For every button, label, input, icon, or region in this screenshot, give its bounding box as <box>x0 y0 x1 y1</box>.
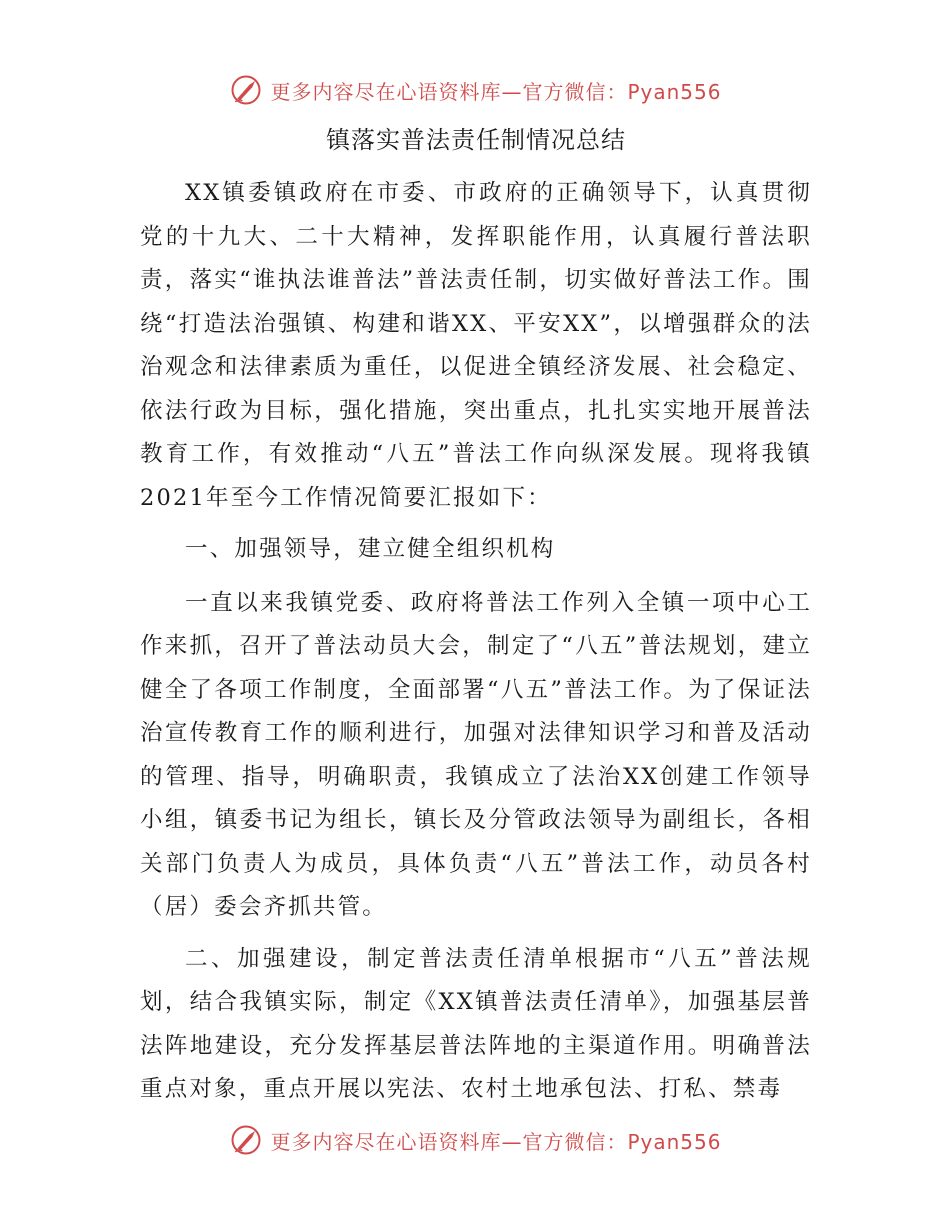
document-title: 镇落实普法责任制情况总结 <box>326 126 626 154</box>
paragraph-section-1: 一直以来我镇党委、政府将普法工作列入全镇一项中心工作来抓，召开了普法动员大会，制定了“八五”普法规划，建立健全了各项工作制度，全面部署“八五”普法工作。为了保证法治宣传教育工作的顺利进行，加强对法律知识学习和普及活动的管理、指导，明确职责，我镇成立了法治XX创建工作领导小组，镇委书记为组长，镇长及分管政法领导为副组长，各相关部门负责人为成员，具体负责“八五”普法工作，动员各村（居）委会齐抓共管。 <box>140 589 812 920</box>
quill-pen-logo-icon <box>228 72 264 108</box>
paragraph-intro: XX镇委镇政府在市委、市政府的正确领导下，认真贯彻党的十九大、二十大精神，发挥职能作用，认真履行普法职责，落实“谁执法谁普法”普法责任制，切实做好普法工作。围绕“打造法治强镇、构建和谐XX、平安XX”，以增强群众的法治观念和法律素质为重任，以促进全镇经济发展、社会稳定、依法行政为目标，强化措施，突出重点，扎扎实实地开展普法教育工作，有效推动“八五”普法工作向纵深发展。现将我镇2021年至今工作情况简要汇报如下： <box>140 180 812 511</box>
section-heading-1: 一、加强领导，建立健全组织机构 <box>185 536 556 562</box>
banner-text: 更多内容尽在心语资料库—官方微信：Pyan556 <box>270 79 722 104</box>
quill-pen-logo-icon <box>228 1122 264 1158</box>
banner-text: 更多内容尽在心语资料库—官方微信：Pyan556 <box>270 1129 722 1154</box>
document-body <box>140 118 812 1120</box>
paragraph-section-2: 二、加强建设，制定普法责任清单根据市“八五”普法规划，结合我镇实际，制定《XX镇普法责任清单》，加强基层普法阵地建设，充分发挥基层普法阵地的主渠道作用。明确普法重点对象，重点开展以宪法、农村土地承包法、打私、禁毒 <box>140 945 812 1102</box>
header-watermark-banner <box>0 68 950 112</box>
footer-watermark-banner <box>0 1118 950 1162</box>
